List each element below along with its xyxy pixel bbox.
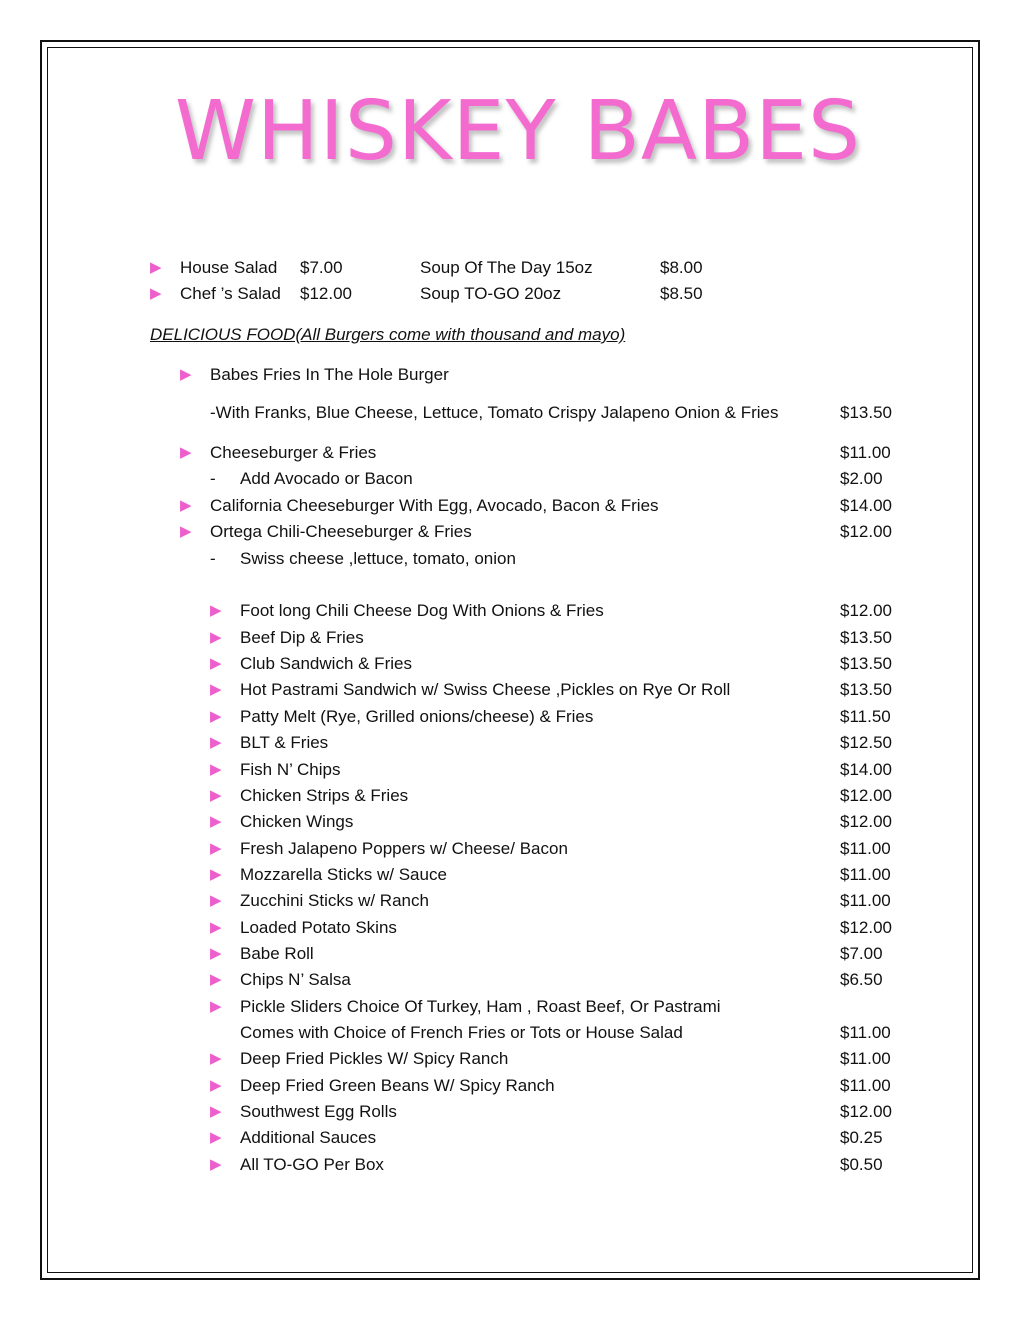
menu-item-price: $12.00 [840, 918, 892, 937]
menu-item-name: Chicken Strips & Fries [240, 786, 409, 805]
menu-item-price: $6.50 [840, 970, 883, 989]
arrow-bullet-icon: ▶ [210, 945, 222, 962]
menu-item-name: Club Sandwich & Fries [240, 654, 412, 673]
menu-item-price: $2.00 [840, 469, 883, 488]
top-item-name: Chef ’s Salad [180, 284, 281, 303]
menu-item-name: Fish N’ Chips [240, 760, 341, 779]
arrow-bullet-icon: ▶ [210, 1103, 222, 1120]
top-item-price-2: $8.00 [660, 258, 703, 277]
menu-item-name: All TO-GO Per Box [240, 1155, 384, 1174]
menu-item-price: $11.00 [840, 1049, 891, 1068]
menu-item-name: California Cheeseburger With Egg, Avocado, Bacon & Fries [210, 496, 659, 515]
menu-item-name: Babes Fries In The Hole Burger [210, 365, 449, 384]
top-item-price: $7.00 [300, 258, 343, 277]
menu-item-price: $13.50 [840, 403, 892, 422]
menu-item-price: $11.00 [840, 443, 891, 462]
arrow-bullet-icon: ▶ [210, 787, 222, 804]
menu-item-price: $12.00 [840, 786, 892, 805]
menu-item-price: $12.00 [840, 601, 892, 620]
top-item-price-2: $8.50 [660, 284, 703, 303]
arrow-bullet-icon: ▶ [210, 1129, 222, 1146]
arrow-bullet-icon: ▶ [210, 840, 222, 857]
menu-item-name: Mozzarella Sticks w/ Sauce [240, 865, 447, 884]
arrow-bullet-icon: ▶ [210, 629, 222, 646]
arrow-bullet-icon: ▶ [150, 285, 162, 302]
arrow-bullet-icon: ▶ [180, 523, 192, 540]
top-item-price: $12.00 [300, 284, 352, 303]
menu-item-name: Loaded Potato Skins [240, 918, 397, 937]
menu-item-price: $11.00 [840, 1076, 891, 1095]
arrow-bullet-icon: ▶ [210, 681, 222, 698]
menu-item-price: $12.50 [840, 733, 892, 752]
menu-item-price: $11.00 [840, 891, 891, 910]
menu-item-name: Fresh Jalapeno Poppers w/ Cheese/ Bacon [240, 839, 568, 858]
arrow-bullet-icon: ▶ [210, 892, 222, 909]
arrow-bullet-icon: ▶ [210, 1156, 222, 1173]
arrow-bullet-icon: ▶ [210, 1077, 222, 1094]
top-item-name-2: Soup Of The Day 15oz [420, 258, 593, 277]
menu-item-name: Deep Fried Pickles W/ Spicy Ranch [240, 1049, 509, 1068]
arrow-bullet-icon: ▶ [210, 761, 222, 778]
menu-item-price: $12.00 [840, 522, 892, 541]
menu-item-price: $7.00 [840, 944, 883, 963]
arrow-bullet-icon: ▶ [210, 734, 222, 751]
menu-item-price: $0.50 [840, 1155, 883, 1174]
menu-item-name: Zucchini Sticks w/ Ranch [240, 891, 429, 910]
menu-item-name: Foot long Chili Cheese Dog With Onions & Fries [240, 601, 604, 620]
menu-item-price: $11.50 [840, 707, 891, 726]
restaurant-title: WHISKEY BABES [174, 84, 862, 179]
menu-item-name: Beef Dip & Fries [240, 628, 364, 647]
arrow-bullet-icon: ▶ [210, 708, 222, 725]
arrow-bullet-icon: ▶ [210, 998, 222, 1015]
menu-item-name: Pickle Sliders Choice Of Turkey, Ham , Roast Beef, Or Pastrami [240, 997, 721, 1016]
menu-item-price: $13.50 [840, 654, 892, 673]
dash-bullet: - [210, 469, 216, 488]
arrow-bullet-icon: ▶ [210, 919, 222, 936]
menu-item-price: $14.00 [840, 496, 892, 515]
arrow-bullet-icon: ▶ [210, 602, 222, 619]
menu-item-price: $0.25 [840, 1128, 883, 1147]
menu-item-name: Hot Pastrami Sandwich w/ Swiss Cheese ,Pickles on Rye Or Roll [240, 680, 731, 699]
arrow-bullet-icon: ▶ [180, 497, 192, 514]
menu-item-name: Chips N’ Salsa [240, 970, 351, 989]
menu-item-name: Ortega Chili-Cheeseburger & Fries [210, 522, 472, 541]
arrow-bullet-icon: ▶ [210, 813, 222, 830]
menu-item-name: Cheeseburger & Fries [210, 443, 377, 462]
menu-item-price: $13.50 [840, 680, 892, 699]
menu-item-price: $13.50 [840, 628, 892, 647]
menu-item-description: -With Franks, Blue Cheese, Lettuce, Tomato Crispy Jalapeno Onion & Fries [210, 403, 779, 422]
menu-item-name: Patty Melt (Rye, Grilled onions/cheese) & Fries [240, 707, 594, 726]
menu-item-note: Swiss cheese ,lettuce, tomato, onion [240, 549, 516, 568]
arrow-bullet-icon: ▶ [210, 971, 222, 988]
menu-item-name: Additional Sauces [240, 1128, 377, 1147]
menu-item-addon: Add Avocado or Bacon [240, 469, 413, 488]
arrow-bullet-icon: ▶ [180, 366, 192, 383]
arrow-bullet-icon: ▶ [210, 866, 222, 883]
top-item-name: House Salad [180, 258, 278, 277]
menu-item-name: Babe Roll [240, 944, 314, 963]
arrow-bullet-icon: ▶ [180, 444, 192, 461]
dash-bullet: - [210, 549, 216, 568]
menu-item-price: $12.00 [840, 1102, 892, 1121]
arrow-bullet-icon: ▶ [210, 655, 222, 672]
menu-item-price: $12.00 [840, 812, 892, 831]
arrow-bullet-icon: ▶ [150, 259, 162, 276]
menu-item-price: $11.00 [840, 839, 891, 858]
menu-item-name: BLT & Fries [240, 733, 329, 752]
menu-item-price: $11.00 [840, 1023, 891, 1042]
menu-item-price: $11.00 [840, 865, 891, 884]
menu-item-name-line-2: Comes with Choice of French Fries or Tots or House Salad [240, 1023, 683, 1042]
arrow-bullet-icon: ▶ [210, 1050, 222, 1067]
menu-item-name: Chicken Wings [240, 812, 354, 831]
menu-item-name: Southwest Egg Rolls [240, 1102, 397, 1121]
top-item-name-2: Soup TO-GO 20oz [420, 284, 562, 303]
menu-item-name: Deep Fried Green Beans W/ Spicy Ranch [240, 1076, 555, 1095]
section-heading: DELICIOUS FOOD(All Burgers come with thousand and mayo) [150, 325, 626, 344]
menu-item-price: $14.00 [840, 760, 892, 779]
